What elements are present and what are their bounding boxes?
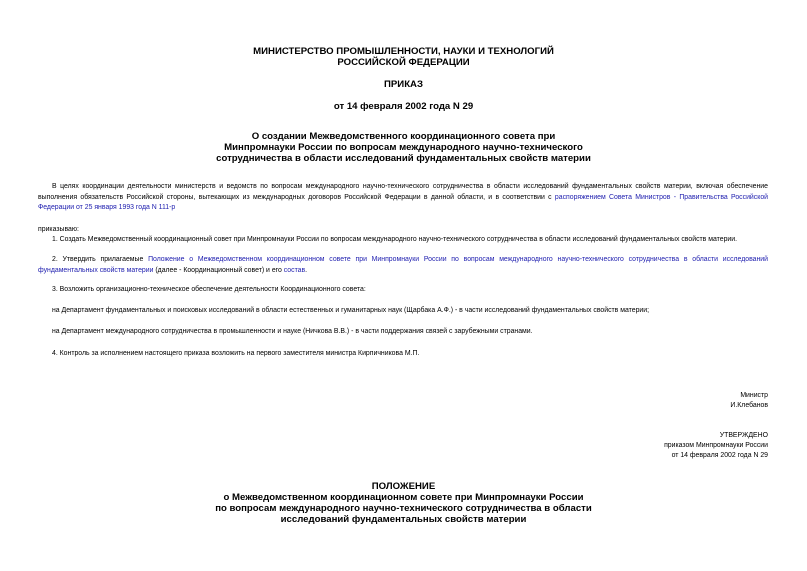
order-word: приказываю: bbox=[38, 226, 79, 233]
doc-date: от 14 февраля 2002 года N 29 bbox=[333, 101, 474, 112]
item-3: 3. Возложить организационно-техническое обеспечение деятельности Координационного совета: bbox=[52, 286, 366, 293]
signature-name: И.Клебанов bbox=[730, 402, 768, 409]
item-1: 1. Создать Межведомственный координационный совет при Минпромнауки России по вопросам международного научно-технического сотрудничества в области исследований фундаментальных свойств материи. bbox=[52, 236, 738, 243]
signature-block bbox=[730, 391, 768, 411]
appendix-line-2: по вопросам международного научно-технического сотрудничества в области bbox=[215, 503, 592, 514]
item-2-start: 2. Утвердить прилагаемые bbox=[52, 256, 149, 263]
approval-by: приказом Минпромнауки России bbox=[664, 442, 768, 449]
doc-type: ПРИКАЗ bbox=[384, 79, 423, 90]
ministry-line-2: РОССИЙСКОЙ ФЕДЕРАЦИИ bbox=[337, 57, 470, 68]
composition-link[interactable]: состав bbox=[283, 266, 306, 274]
doc-title-line-2: Минпромнауки России по вопросам международного научно-технического bbox=[224, 142, 583, 153]
item-3-b: на Департамент международного сотрудничества в промышленности и науке (Ничкова В.В.) - в части поддержания связей с зарубежными странами. bbox=[52, 328, 533, 335]
item-3-a: на Департамент фундаментальных и поисковых исследований в области естественных и гуманитарных наук (Щарбака А.Ф.) - в части исследований фундаментальных свойств материи; bbox=[52, 307, 650, 314]
approval-date: от 14 февраля 2002 года N 29 bbox=[671, 452, 768, 459]
item-4: 4. Контроль за исполнением настоящего приказа возложить на первого заместителя министра Кирпичникова М.П. bbox=[52, 350, 420, 357]
intro-paragraph bbox=[38, 182, 768, 214]
item-2 bbox=[38, 255, 768, 276]
approval-block bbox=[664, 431, 768, 461]
signature-position: Министр bbox=[740, 392, 768, 399]
appendix-line-3: исследований фундаментальных свойств материи bbox=[280, 514, 527, 525]
regulation-link[interactable]: Положение о Межведомственном координационном совете при Минпромнауки России по вопросам международного научно-технического сотрудничества в области исследований фундаментальных свойств материи bbox=[38, 256, 768, 274]
decree-link[interactable]: распоряжением Совета Министров - Правительства Российской Федерации от 25 января 1993 года N 111-р bbox=[38, 193, 768, 211]
intro-text: В целях координации деятельности министерств и ведомств по вопросам международного научно-технического сотрудничества в области исследований фундаментальных свойств материи, включая обеспечение выполнения обязательств Российской стороны, вытекающих из международных договоров Российской Федерации в данной области, и в соответствии с bbox=[38, 183, 768, 201]
doc-title bbox=[0, 131, 807, 164]
item-2-mid: (далее - Координационный совет) и его bbox=[153, 266, 284, 274]
appendix-title-block bbox=[0, 481, 807, 525]
approval-word: УТВЕРЖДЕНО bbox=[719, 432, 768, 439]
ministry-header bbox=[0, 46, 807, 68]
item-2-end: . bbox=[305, 266, 308, 274]
doc-title-line-3: сотрудничества в области исследований фундаментальных свойств материи bbox=[216, 153, 591, 164]
doc-title-line-1: О создании Межведомственного координационного совета при bbox=[251, 131, 556, 142]
ministry-line-1: МИНИСТЕРСТВО ПРОМЫШЛЕННОСТИ, НАУКИ И ТЕХНОЛОГИЙ bbox=[253, 46, 554, 57]
appendix-line-1: о Межведомственном координационном совете при Минпромнауки России bbox=[223, 492, 584, 503]
appendix-title: ПОЛОЖЕНИЕ bbox=[371, 481, 436, 492]
